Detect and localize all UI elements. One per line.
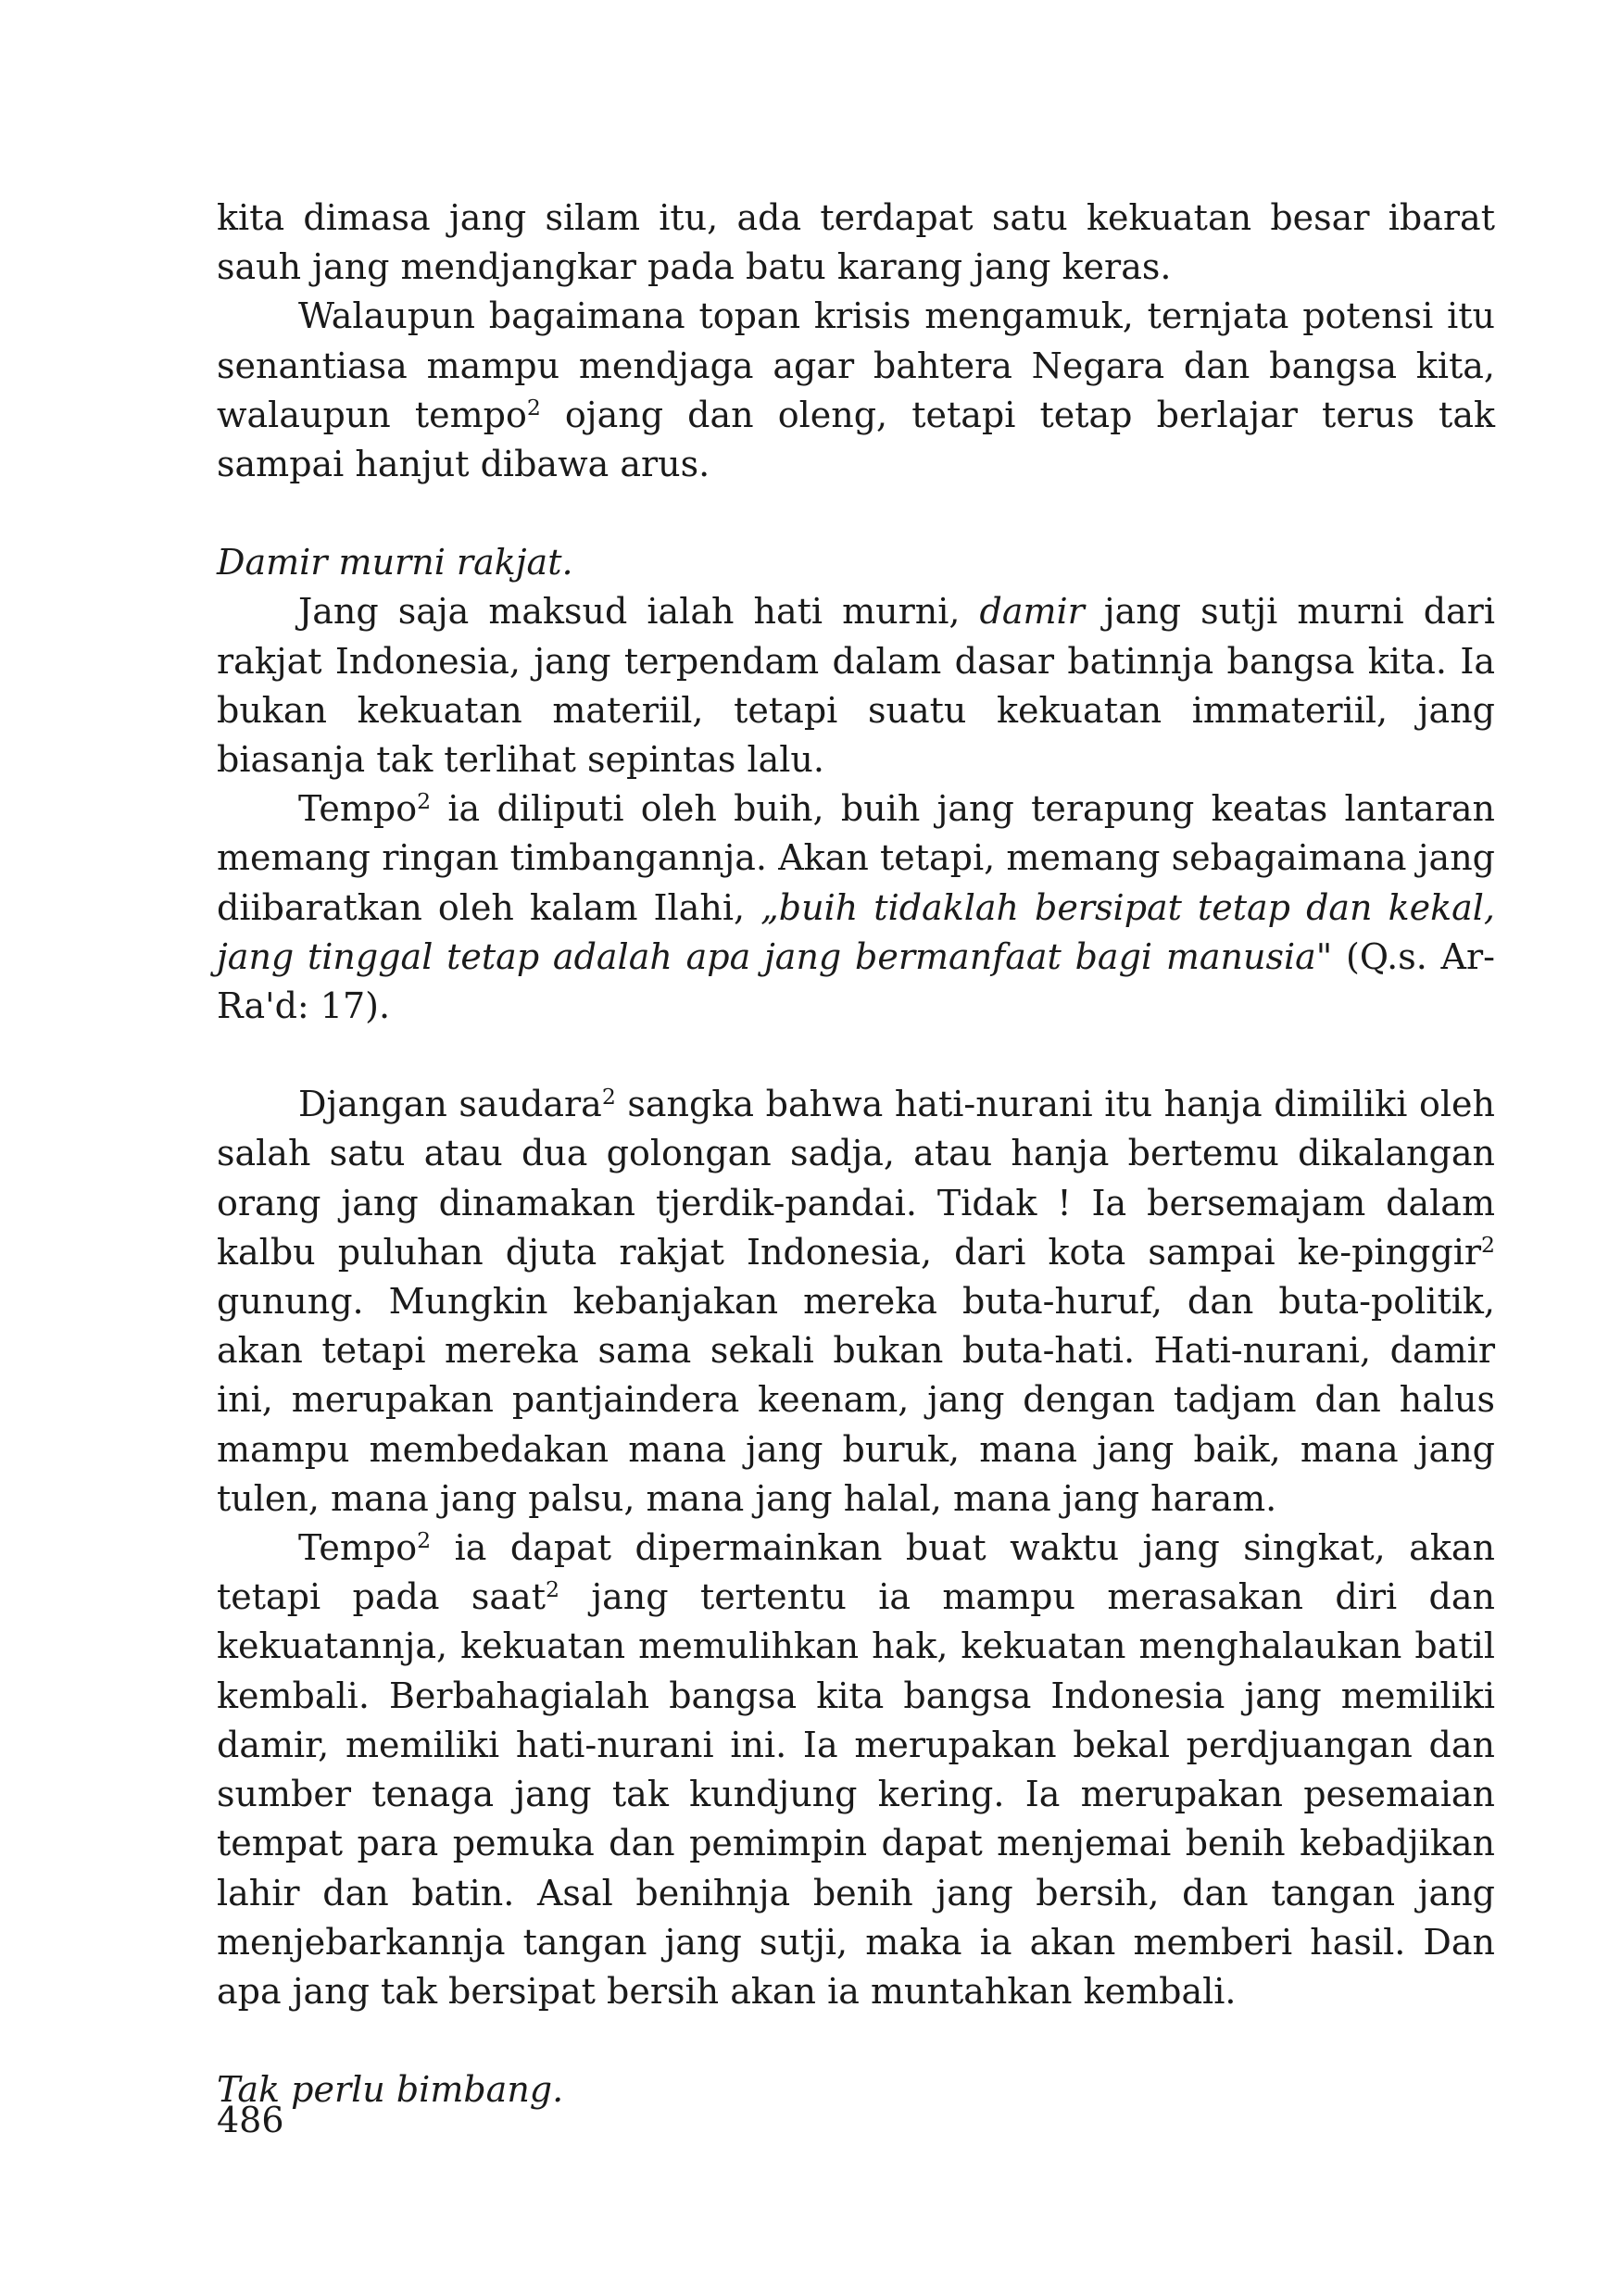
footnote-mark: 2 [601, 1084, 616, 1110]
footnote-mark: 2 [417, 788, 432, 815]
paragraph-2: Walaupun bagaimana topan krisis mengamuk, ternjata potensi itu senantiasa mampu mendjaga agar bahtera Negara dan bangsa kita, walaupun tempo$^2$ ojang dan oleng, tetapi tetap berlajar terus tak sampai hanjut dibawa arus. [217, 295, 1496, 485]
page-number: 486 [217, 2100, 284, 2140]
paragraph-4: Tempo$^2$ ia diliputi oleh buih, buih jang terapung keatas lantaran memang ringan timbangannja. Akan tetapi, memang sebagaimana jang diibaratkan oleh kalam Ilahi, „buih tidaklah bersipat tetap dan kekal, jang tinggal tetap adalah apa jang bermanfaat bagi manusia" (Q.s. Ar-Ra'd: 17). [217, 788, 1496, 1027]
paragraph-1: kita dimasa jang silam itu, ada terdapat satu kekuatan besar ibarat sauh jang mendjangkar pada batu karang jang keras. [217, 197, 1495, 288]
footnote-mark: 2 [526, 394, 541, 420]
paragraph-5: Djangan saudara$^2$ sangka bahwa hati-nurani itu hanja dimiliki oleh salah satu atau dua golongan sadja, atau hanja bertemu dikalangan orang jang dinamakan tjerdik-pandai. Tidak ! Ia bersemajam dalam kalbu puluhan djuta rakjat Indonesia, dari kota sampai ke-pinggir$^2$ gunung. Mungkin kebanjakan mereka buta-huruf, dan buta-politik, akan tetapi mereka sama sekali bukan buta-hati. Hati-nurani, damir ini, merupakan pantjaindera keenam, jang dengan tadjam dan halus mampu membedakan mana jang buruk, mana jang baik, mana jang tulen, mana jang palsu, mana jang halal, mana jang haram. [217, 1084, 1495, 1519]
section-heading-damir: Damir murni rakjat. [217, 542, 573, 583]
quran-quote: „buih tidaklah bersipat tetap dan kekal, jang tinggal tetap adalah apa jang bermanfaat bagi manusia" [217, 886, 1496, 977]
paragraph-6: Tempo$^2$ ia dapat dipermainkan buat waktu jang singkat, akan tetapi pada saat$^2$ jang tertentu ia mampu merasakan diri dan kekuatannja, kekuatan memulihkan hak, kekuatan menghalaukan batil kembali. Berbahagialah bangsa kita bangsa Indonesia jang memiliki damir, memiliki hati-nurani ini. Ia merupakan bekal perdjuangan dan sumber tenaga jang tak kundjung kering. Ia merupakan pesemaian tempat para pemuka dan pemimpin dapat menjemai benih kebadjikan lahir dan batin. Asal benihnja benih jang bersih, dan tangan jang menjebarkannja tangan jang sutji, maka ia akan memberi hasil. Dan apa jang tak bersipat bersih akan ia muntahkan kembali. [217, 1527, 1495, 2012]
section-heading-bimbang: Tak perlu bimbang. [217, 2069, 564, 2111]
paragraph-3: Jang saja maksud ialah hati murni, damir jang sutji murni dari rakjat Indonesia, jang terpendam dalam dasar batinnja bangsa kita. Ia bukan kekuatan materiil, tetapi suatu kekuatan immateriil, jang biasanja tak terlihat sepintas lalu. [217, 591, 1495, 781]
footnote-mark: 2 [545, 1576, 559, 1603]
body-text [217, 194, 1495, 2114]
footnote-mark: 2 [1481, 1231, 1495, 1258]
footnote-mark: 2 [417, 1527, 432, 1554]
